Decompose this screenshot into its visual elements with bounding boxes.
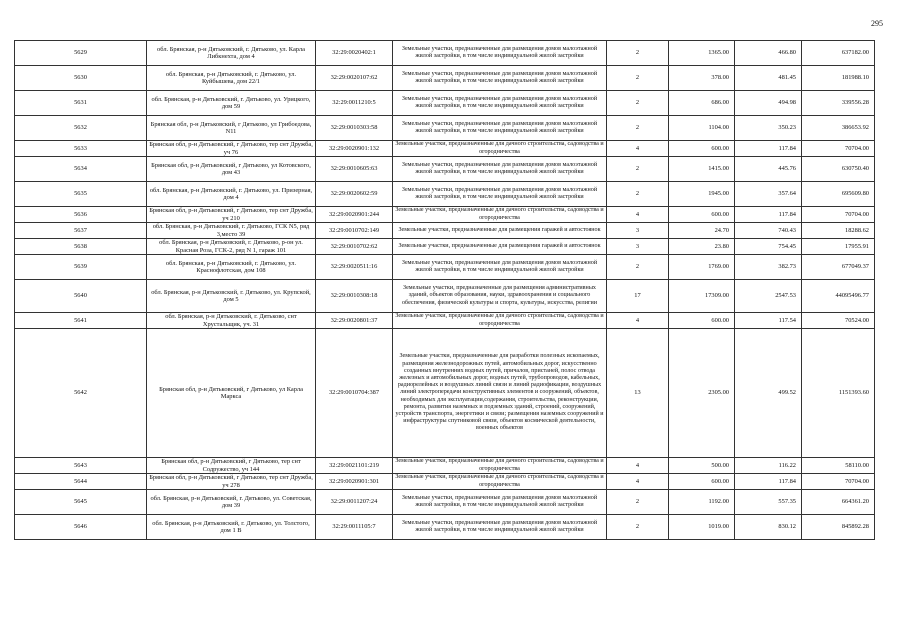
table-body [15,41,875,540]
cadastral-number-cell: 32:29:0010605:63 [316,157,393,182]
land-use-cell: Земельные участки, предназначенные для дачного строительства, садоводства и огородничества [393,458,607,474]
specific-value-cell: 830.12 [735,515,802,540]
cadastral-value-cell: 70524.00 [802,313,875,329]
cadastral-value-cell: 70704.00 [802,474,875,490]
use-group-cell: 3 [607,223,669,239]
row-number-cell: 5638 [15,239,147,255]
row-number-cell: 5632 [15,116,147,141]
address-cell: обл. Брянская, р-н Дятьковский, г. Дятьково, ул. Урицкого, дом 59 [147,91,316,116]
specific-value-cell: 494.98 [735,91,802,116]
cadastral-value-cell: 845892.28 [802,515,875,540]
row-number-cell: 5637 [15,223,147,239]
cadastral-number-cell: 32:29:0010303:58 [316,116,393,141]
land-use-cell: Земельные участки, предназначенные для размещения домов малоэтажной жилой застройки, в том числе индивидуальной жилой застройки [393,66,607,91]
use-group-cell: 17 [607,280,669,313]
specific-value-cell: 357.64 [735,182,802,207]
area-cell: 1415.00 [669,157,735,182]
land-use-cell: Земельные участки, предназначенные для размещения домов малоэтажной жилой застройки, в том числе индивидуальной жилой застройки [393,41,607,66]
table-row [15,223,875,239]
use-group-cell: 2 [607,91,669,116]
table-row [15,66,875,91]
table-row [15,458,875,474]
area-cell: 1104.00 [669,116,735,141]
cadastral-number-cell: 32:29:0020602:59 [316,182,393,207]
specific-value-cell: 117.84 [735,207,802,223]
row-number-cell: 5642 [15,329,147,458]
specific-value-cell: 382.73 [735,255,802,280]
cadastral-value-cell: 70704.00 [802,141,875,157]
table-row [15,313,875,329]
cadastral-number-cell: 32:29:0010704:387 [316,329,393,458]
area-cell: 2305.00 [669,329,735,458]
use-group-cell: 4 [607,207,669,223]
table-row [15,141,875,157]
land-use-cell: Земельные участки, предназначенные для размещения гаражей и автостоянок [393,239,607,255]
cadastral-value-cell: 181988.10 [802,66,875,91]
use-group-cell: 4 [607,141,669,157]
cadastral-number-cell: 32:29:0020402:1 [316,41,393,66]
land-use-cell: Земельные участки, предназначенные для дачного строительства, садоводства и огородничества [393,207,607,223]
cadastral-number-cell: 32:29:0011105:7 [316,515,393,540]
cadastral-value-cell: 695609.80 [802,182,875,207]
specific-value-cell: 350.23 [735,116,802,141]
table-row [15,182,875,207]
table-row [15,255,875,280]
row-number-cell: 5634 [15,157,147,182]
area-cell: 17309.00 [669,280,735,313]
table-row [15,207,875,223]
table-row [15,41,875,66]
address-cell: Брянская обл, р-н Дятьковский, г Дятьково, ул Карла Маркса [147,329,316,458]
land-use-cell: Земельные участки, предназначенные для дачного строительства, садоводства и огородничества [393,474,607,490]
area-cell: 1945.00 [669,182,735,207]
area-cell: 1019.00 [669,515,735,540]
use-group-cell: 13 [607,329,669,458]
row-number-cell: 5641 [15,313,147,329]
land-use-cell: Земельные участки, предназначенные для размещения домов малоэтажной жилой застройки, в том числе индивидуальной жилой застройки [393,116,607,141]
table-row [15,116,875,141]
land-use-cell: Земельные участки, предназначенные для разработки полезных ископаемых, размещения железнодорожных путей, автомобильных дорог, искусственно созданных внутренних водных путей, причалов, пристаней, полос отвода железных и автомобильных дорог, водных путей, трубопроводов, кабельных, радиорелейных и воздушных линий связи и линий радиофикации, воздушных линий электропередачи конструктивных элементов и сооружений, объектов, необходимых для эксплуатации,содержания, строительства, реконструкции, ремонта, развития наземных и подземных зданий, строений, сооружений, устройств транспорта, энергетики и связи; размещения наземных сооружений и инфраструктуры спутниковой связи, объектов космической деятельности, военных объектов [393,329,607,458]
cadastral-value-cell: 70704.00 [802,207,875,223]
address-cell: Брянская обл, р-н Дятьковский, г Дятьково, ул Котовского, дом 43 [147,157,316,182]
specific-value-cell: 2547.53 [735,280,802,313]
land-use-cell: Земельные участки, предназначенные для размещения гаражей и автостоянок [393,223,607,239]
address-cell: Брянская обл, р-н Дятьковский, г Дятьково, ул Грибоедова, N11 [147,116,316,141]
table-row [15,515,875,540]
use-group-cell: 2 [607,41,669,66]
cadastral-value-cell: 664361.20 [802,490,875,515]
cadastral-value-cell: 58110.00 [802,458,875,474]
cadastral-number-cell: 32:29:0020511:16 [316,255,393,280]
cadastral-value-cell: 1151393.60 [802,329,875,458]
area-cell: 24.70 [669,223,735,239]
page-number: 295 [871,19,883,28]
address-cell: Брянская обл, р-н Дятьковский, г Дятьково, тер снт Содружество, уч 144 [147,458,316,474]
area-cell: 686.00 [669,91,735,116]
land-use-cell: Земельные участки, предназначенные для дачного строительства, садоводства и огородничества [393,141,607,157]
address-cell: обл. Брянская, р-н Дятьковский, г. Дятьково, ул. Толстого, дом 1 В [147,515,316,540]
address-cell: обл. Брянская, р-н Дятьковский, г. Дятьково, ул. Куйбышева, дом 22/1 [147,66,316,91]
row-number-cell: 5629 [15,41,147,66]
address-cell: обл. Брянская, р-н Дятьковский, г. Дятьково, ул. Призерная, дом 4 [147,182,316,207]
row-number-cell: 5643 [15,458,147,474]
use-group-cell: 4 [607,313,669,329]
cadastral-value-cell: 630750.40 [802,157,875,182]
address-cell: обл. Брянская, р-н Дятьковский, г. Дятьково, р-он ул. Красная Роза, ГСК-2, ряд N 1, гараж 101 [147,239,316,255]
row-number-cell: 5631 [15,91,147,116]
land-use-cell: Земельные участки, предназначенные для размещения административных зданий, объектов образования, науки, здравоохранения и социального обеспечения, физической культуры и спорта, культуры, искусства, религии [393,280,607,313]
land-use-cell: Земельные участки, предназначенные для размещения домов малоэтажной жилой застройки, в том числе индивидуальной жилой застройки [393,91,607,116]
cadastral-value-cell: 677049.37 [802,255,875,280]
cadastral-number-cell: 32:29:0010308:18 [316,280,393,313]
table-row [15,91,875,116]
area-cell: 1365.00 [669,41,735,66]
row-number-cell: 5640 [15,280,147,313]
use-group-cell: 4 [607,474,669,490]
address-cell: обл. Брянская, р-н Дятьковский, г. Дятьково, ул. Советская, дом 39 [147,490,316,515]
specific-value-cell: 116.22 [735,458,802,474]
cadastral-value-cell: 339556.28 [802,91,875,116]
area-cell: 378.00 [669,66,735,91]
specific-value-cell: 466.80 [735,41,802,66]
specific-value-cell: 557.35 [735,490,802,515]
use-group-cell: 3 [607,239,669,255]
row-number-cell: 5635 [15,182,147,207]
area-cell: 600.00 [669,141,735,157]
area-cell: 600.00 [669,474,735,490]
cadastral-value-cell: 637182.00 [802,41,875,66]
cadastral-number-cell: 32:29:0021101:219 [316,458,393,474]
cadastral-number-cell: 32:29:0020901:244 [316,207,393,223]
address-cell: Брянская обл, р-н Дятьковский, г Дятьково, тер снт Дружба, уч 76 [147,141,316,157]
area-cell: 600.00 [669,207,735,223]
land-use-cell: Земельные участки, предназначенные для дачного строительства, садоводства и огородничества [393,313,607,329]
cadastral-number-cell: 32:29:0020107:62 [316,66,393,91]
cadastral-number-cell: 32:29:0011207:24 [316,490,393,515]
cadastral-number-cell: 32:29:0010702:62 [316,239,393,255]
specific-value-cell: 754.45 [735,239,802,255]
row-number-cell: 5645 [15,490,147,515]
land-use-cell: Земельные участки, предназначенные для размещения домов малоэтажной жилой застройки, в том числе индивидуальной жилой застройки [393,515,607,540]
specific-value-cell: 481.45 [735,66,802,91]
cadastral-value-cell: 17955.91 [802,239,875,255]
land-use-cell: Земельные участки, предназначенные для размещения домов малоэтажной жилой застройки, в том числе индивидуальной жилой застройки [393,182,607,207]
specific-value-cell: 445.76 [735,157,802,182]
row-number-cell: 5639 [15,255,147,280]
area-cell: 1192.00 [669,490,735,515]
area-cell: 1769.00 [669,255,735,280]
use-group-cell: 2 [607,182,669,207]
specific-value-cell: 740.43 [735,223,802,239]
cadastral-value-cell: 18288.62 [802,223,875,239]
use-group-cell: 2 [607,515,669,540]
land-use-cell: Земельные участки, предназначенные для размещения домов малоэтажной жилой застройки, в том числе индивидуальной жилой застройки [393,255,607,280]
row-number-cell: 5644 [15,474,147,490]
use-group-cell: 2 [607,490,669,515]
cadastral-number-cell: 32:29:0020901:132 [316,141,393,157]
address-cell: обл. Брянская, р-н Дятьковский, г. Дятьково, ул. Краснофлотская, дом 108 [147,255,316,280]
address-cell: обл. Брянская, р-н Дятьковский, г. Дятьково, снт Хрустальщик, уч. 31 [147,313,316,329]
table-row [15,280,875,313]
row-number-cell: 5633 [15,141,147,157]
cadastral-number-cell: 32:29:0020801:37 [316,313,393,329]
specific-value-cell: 499.52 [735,329,802,458]
address-cell: Брянская обл, р-н Дятьковский, г Дятьково, тер снт Дружба, уч 278 [147,474,316,490]
table-row [15,474,875,490]
cadastral-value-cell: 386653.92 [802,116,875,141]
use-group-cell: 2 [607,255,669,280]
table-row [15,490,875,515]
cadastral-number-cell: 32:29:0020901:301 [316,474,393,490]
address-cell: Брянская обл, р-н Дятьковский, г Дятьково, тер снт Дружба, уч 210 [147,207,316,223]
address-cell: обл. Брянская, р-н Дятьковский, г. Дятьково, ГСК N5, ряд 3,место 39 [147,223,316,239]
address-cell: обл. Брянская, р-н Дятьковский, г. Дятьково, ул. Карла Либкнехта, дом 4 [147,41,316,66]
table-row [15,329,875,458]
use-group-cell: 2 [607,157,669,182]
land-use-cell: Земельные участки, предназначенные для размещения домов малоэтажной жилой застройки, в том числе индивидуальной жилой застройки [393,490,607,515]
use-group-cell: 4 [607,458,669,474]
cadastral-number-cell: 32:29:0011210:5 [316,91,393,116]
cadastral-number-cell: 32:29:0010702:149 [316,223,393,239]
land-use-cell: Земельные участки, предназначенные для размещения домов малоэтажной жилой застройки, в том числе индивидуальной жилой застройки [393,157,607,182]
specific-value-cell: 117.54 [735,313,802,329]
row-number-cell: 5630 [15,66,147,91]
row-number-cell: 5636 [15,207,147,223]
table-row [15,157,875,182]
area-cell: 23.80 [669,239,735,255]
table-row [15,239,875,255]
specific-value-cell: 117.84 [735,474,802,490]
specific-value-cell: 117.84 [735,141,802,157]
cadastral-value-cell: 44095496.77 [802,280,875,313]
area-cell: 500.00 [669,458,735,474]
address-cell: обл. Брянская, р-н Дятьковский, г. Дятьково, ул. Крупской, дом 5 [147,280,316,313]
cadastral-value-table [14,40,875,540]
use-group-cell: 2 [607,116,669,141]
use-group-cell: 2 [607,66,669,91]
area-cell: 600.00 [669,313,735,329]
row-number-cell: 5646 [15,515,147,540]
